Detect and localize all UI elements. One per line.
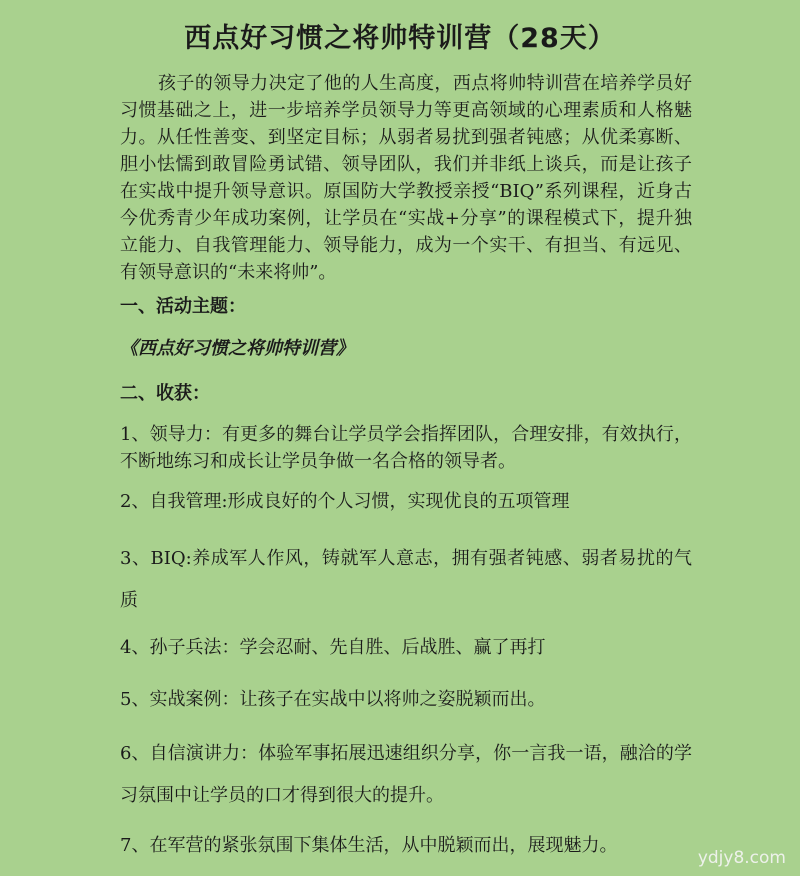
list-item: 2、自我管理:形成良好的个人习惯，实现优良的五项管理 <box>120 491 570 512</box>
list-item: 1、领导力：有更多的舞台让学员学会指挥团队，合理安排，有效执行，不断地练习和成长让学员争做一名合格的领导者。 <box>120 424 692 472</box>
section-heading-gains: 二、收获： <box>120 383 210 404</box>
list-item: 3、BIQ:养成军人作风，铸就军人意志，拥有强者钝感、弱者易扰的气质 <box>120 548 692 611</box>
intro-paragraph: 孩子的领导力决定了他的人生高度，西点将帅特训营在培养学员好习惯基础之上，进一步培养学员领导力等更高领域的心理素质和人格魅力。从任性善变、到坚定目标；从弱者易扰到强者钝感；从优柔寡断、胆小怯懦到敢冒险勇试错、领导团队，我们并非纸上谈兵，而是让孩子在实战中提升领导意识。原国防大学教授亲授“BIQ”系列课程，近身古今优秀青少年成功案例，让学员在“实战+分享”的课程模式下，提升独立能力、自我管理能力、领导能力，成为一个实干、有担当、有远见、有领导意识的“未来将帅”。 <box>120 73 692 283</box>
page-title: 西点好习惯之将帅特训营（28天） <box>184 23 616 54</box>
theme-value: 《西点好习惯之将帅特训营》 <box>120 338 354 359</box>
list-item: 7、在军营的紧张氛围下集体生活，从中脱颖而出，展现魅力。 <box>120 835 618 856</box>
list-item: 6、自信演讲力：体验军事拓展迅速组织分享，你一言我一语，融洽的学习氛围中让学员的口才得到很大的提升。 <box>120 743 692 806</box>
watermark: ydjy8.com <box>697 848 786 868</box>
list-item: 5、实战案例：让孩子在实战中以将帅之姿脱颖而出。 <box>120 689 546 710</box>
section-heading-theme: 一、活动主题： <box>120 296 246 317</box>
list-item: 4、孙子兵法：学会忍耐、先自胜、后战胜、赢了再打 <box>120 637 546 658</box>
